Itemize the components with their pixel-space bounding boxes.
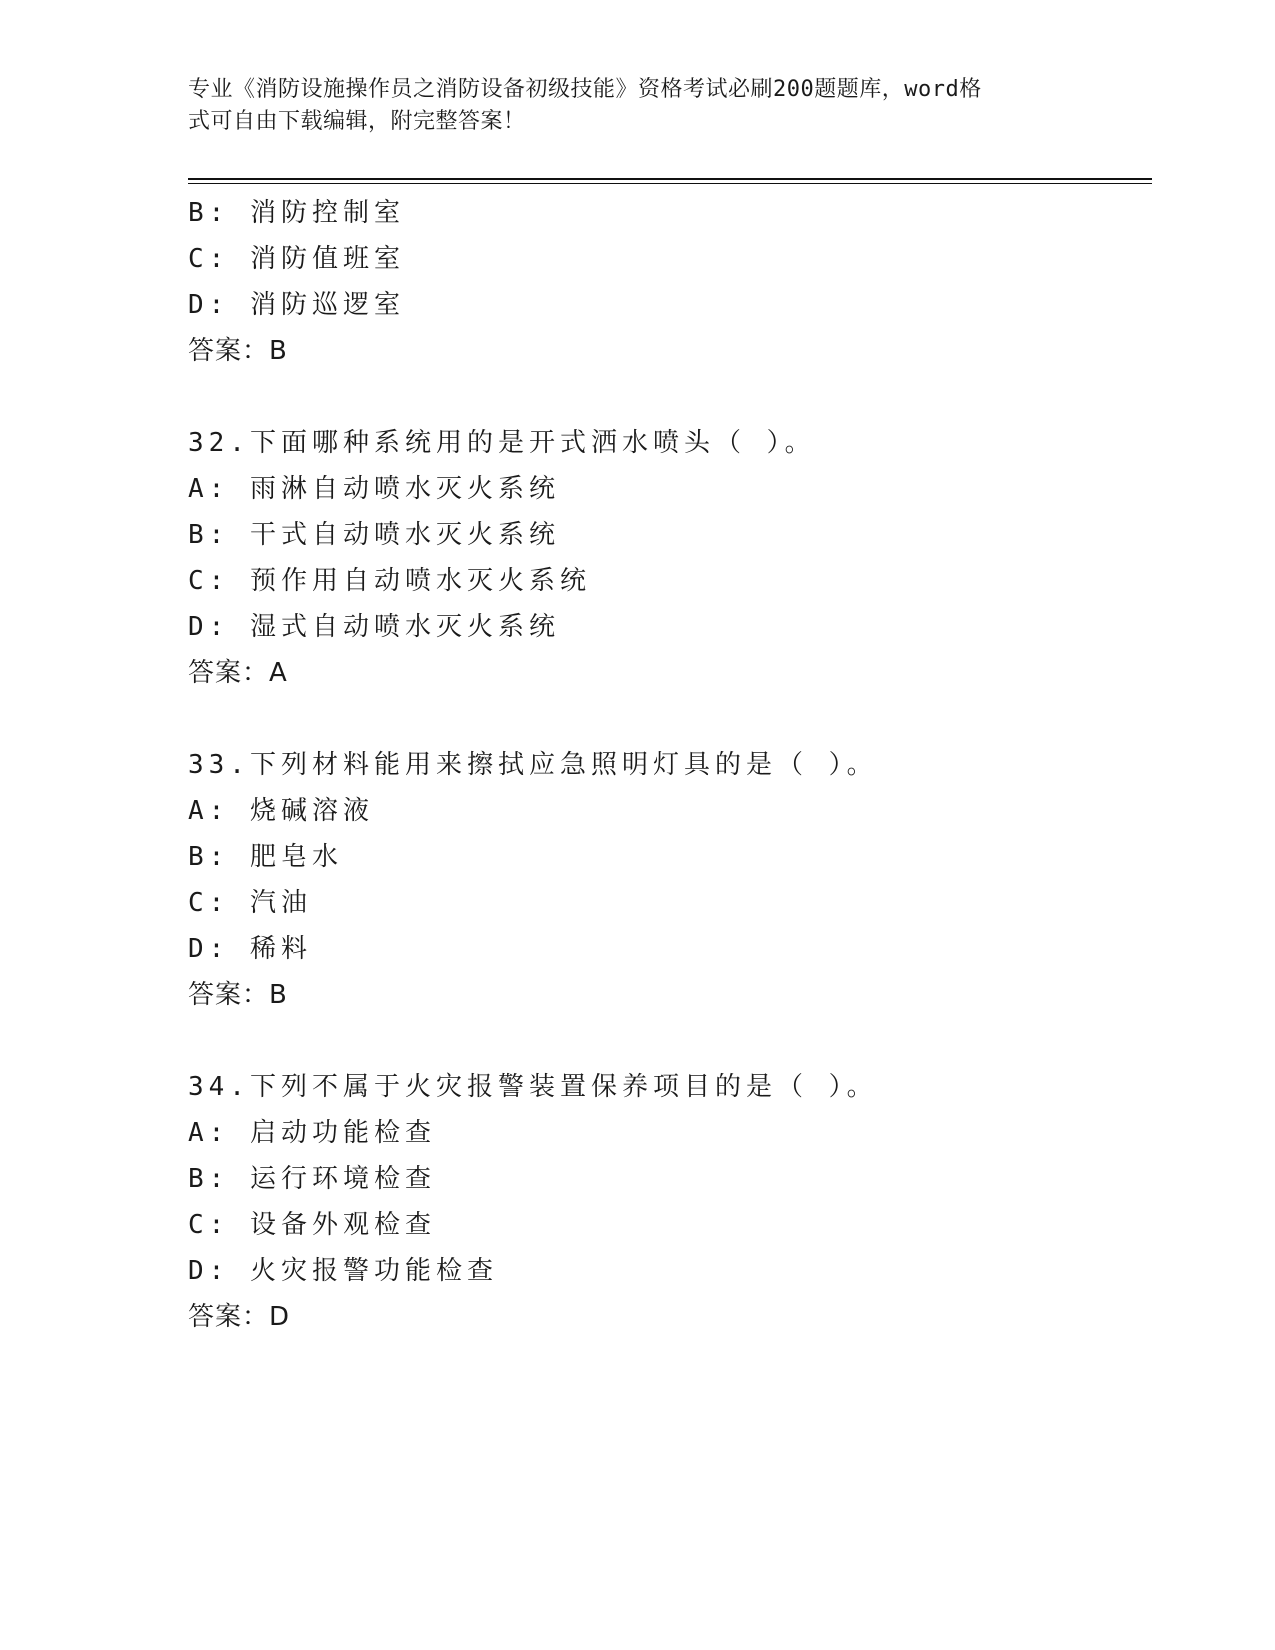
answer-line: 答案：B xyxy=(188,336,288,366)
question-gap xyxy=(188,696,1148,742)
option-c: C: 汽油 xyxy=(188,888,312,918)
option-a: A: 烧碱溶液 xyxy=(188,796,374,826)
header-divider-thin xyxy=(188,183,1152,184)
answer-line: 答案：D xyxy=(188,1302,291,1332)
question-block-32 xyxy=(188,420,1148,696)
document-header xyxy=(188,74,1068,138)
option-a: A: 雨淋自动喷水灭火系统 xyxy=(188,474,560,504)
option-b: B: 消防控制室 xyxy=(188,198,405,228)
option-d: D: 火灾报警功能检查 xyxy=(188,1256,498,1286)
option-d: D: 消防巡逻室 xyxy=(188,290,405,320)
option-c: C: 预作用自动喷水灭火系统 xyxy=(188,566,591,596)
option-a: A: 启动功能检查 xyxy=(188,1118,436,1148)
question-stem: 33.下列材料能用来擦拭应急照明灯具的是（ ）。 xyxy=(188,750,878,780)
question-block-34 xyxy=(188,1064,1148,1340)
answer-line: 答案：A xyxy=(188,658,288,688)
question-list xyxy=(188,190,1148,1340)
option-d: D: 稀料 xyxy=(188,934,312,964)
header-line-2: 式可自由下载编辑，附完整答案！ xyxy=(188,109,526,134)
question-block-31 xyxy=(188,190,1148,374)
option-d: D: 湿式自动喷水灭火系统 xyxy=(188,612,560,642)
question-stem: 32.下面哪种系统用的是开式洒水喷头（ ）。 xyxy=(188,428,816,458)
option-b: B: 干式自动喷水灭火系统 xyxy=(188,520,560,550)
question-gap xyxy=(188,1018,1148,1064)
question-gap xyxy=(188,374,1148,420)
header-line-1: 专业《消防设施操作员之消防设备初级技能》资格考试必刷200题题库，word格 xyxy=(188,77,982,102)
option-c: C: 设备外观检查 xyxy=(188,1210,436,1240)
option-c: C: 消防值班室 xyxy=(188,244,405,274)
answer-line: 答案：B xyxy=(188,980,288,1010)
question-stem: 34.下列不属于火灾报警装置保养项目的是（ ）。 xyxy=(188,1072,878,1102)
option-b: B: 运行环境检查 xyxy=(188,1164,436,1194)
header-divider-thick xyxy=(188,178,1152,180)
option-b: B: 肥皂水 xyxy=(188,842,343,872)
question-block-33 xyxy=(188,742,1148,1018)
